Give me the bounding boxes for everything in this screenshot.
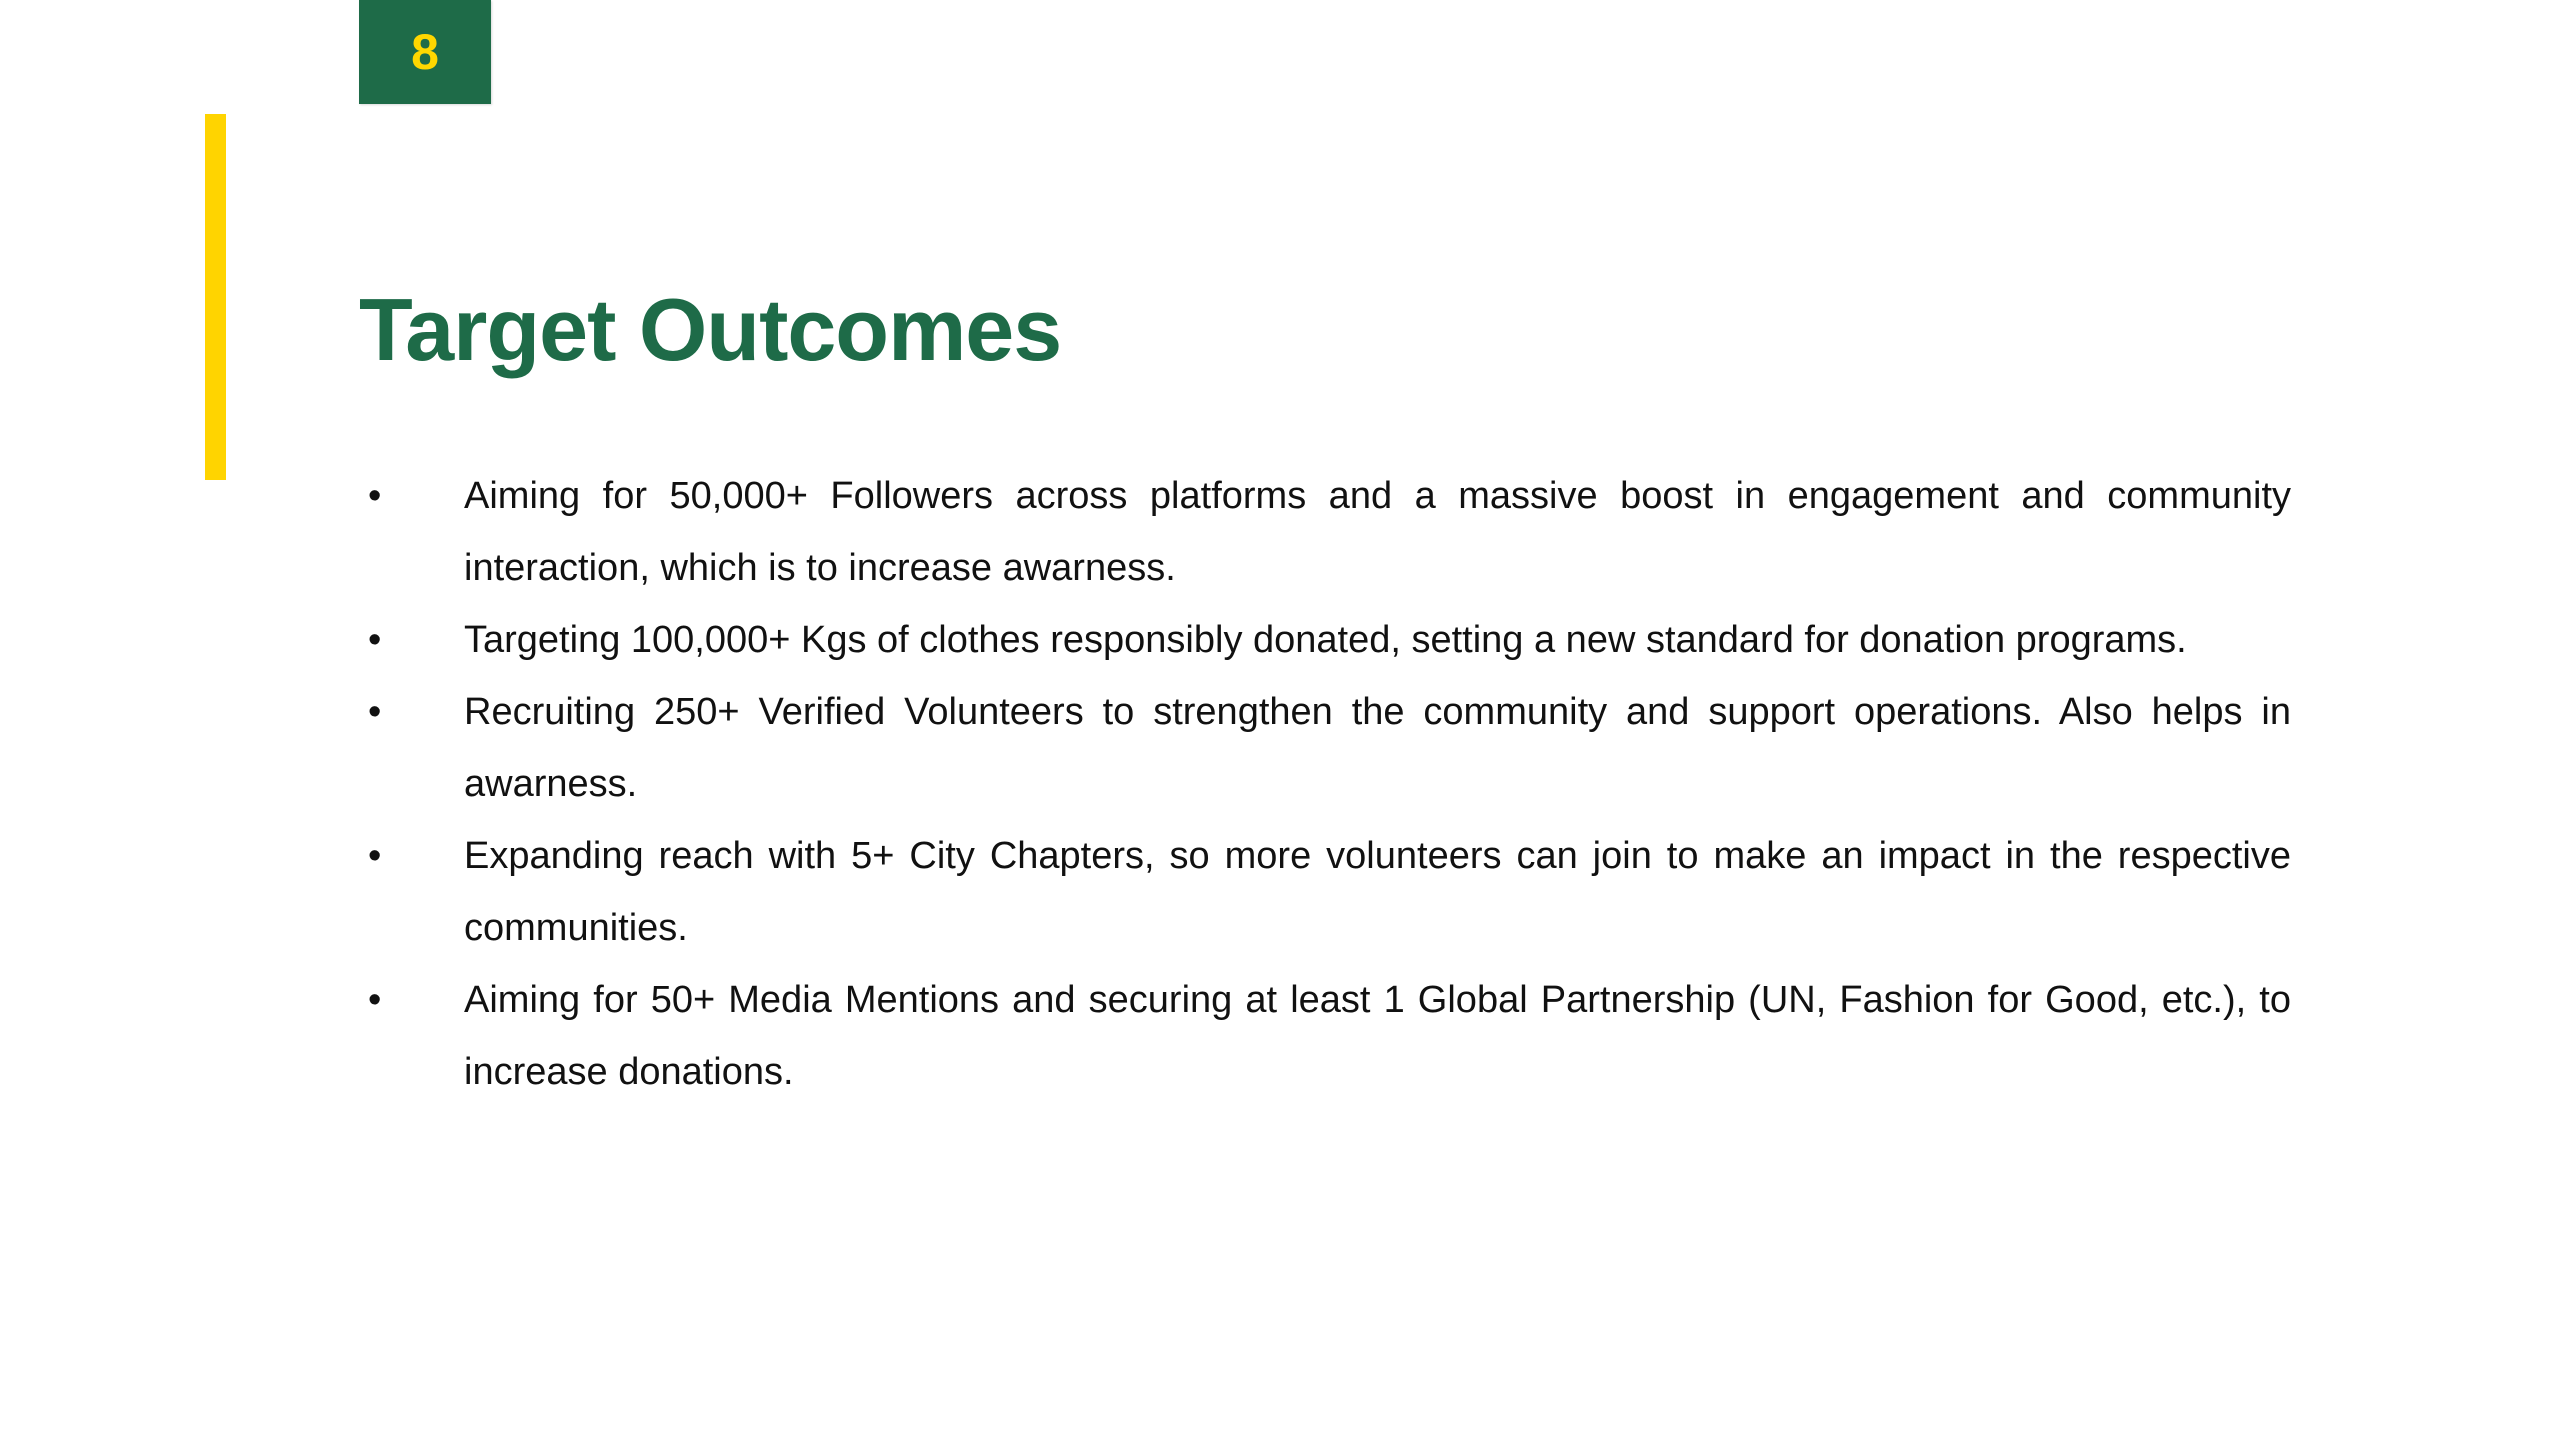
bullet-dot-icon: •	[368, 475, 382, 517]
bullet-text: Expanding reach with 5+ City Chapters, so more volunteers can join to make an impact in the respective communities.	[464, 835, 2291, 949]
bullet-dot-icon: •	[368, 835, 382, 877]
page-number-badge	[359, 0, 491, 104]
bullet-dot-icon: •	[368, 619, 382, 661]
bullet-text: Aiming for 50,000+ Followers across platforms and a massive boost in engagement and community interaction, which is to increase awarness.	[464, 475, 2291, 589]
bullet-item	[359, 676, 2291, 820]
bullet-text: Recruiting 250+ Verified Volunteers to strengthen the community and support operations. Also helps in awarness.	[464, 691, 2291, 805]
bullet-dot-icon: •	[368, 691, 382, 733]
bullet-item	[359, 964, 2291, 1108]
slide-title: Target Outcomes	[359, 280, 1062, 379]
bullet-dot-icon: •	[368, 979, 382, 1021]
bullet-item	[359, 820, 2291, 964]
bullet-list	[359, 460, 2291, 1108]
bullet-text: Targeting 100,000+ Kgs of clothes responsibly donated, setting a new standard for donation programs.	[464, 619, 2187, 661]
accent-bar	[205, 114, 226, 480]
bullet-item	[359, 604, 2291, 676]
page-number: 8	[411, 24, 439, 80]
bullet-text: Aiming for 50+ Media Mentions and securing at least 1 Global Partnership (UN, Fashion for Good, etc.), to increase donations.	[464, 979, 2291, 1093]
bullet-item	[359, 460, 2291, 604]
